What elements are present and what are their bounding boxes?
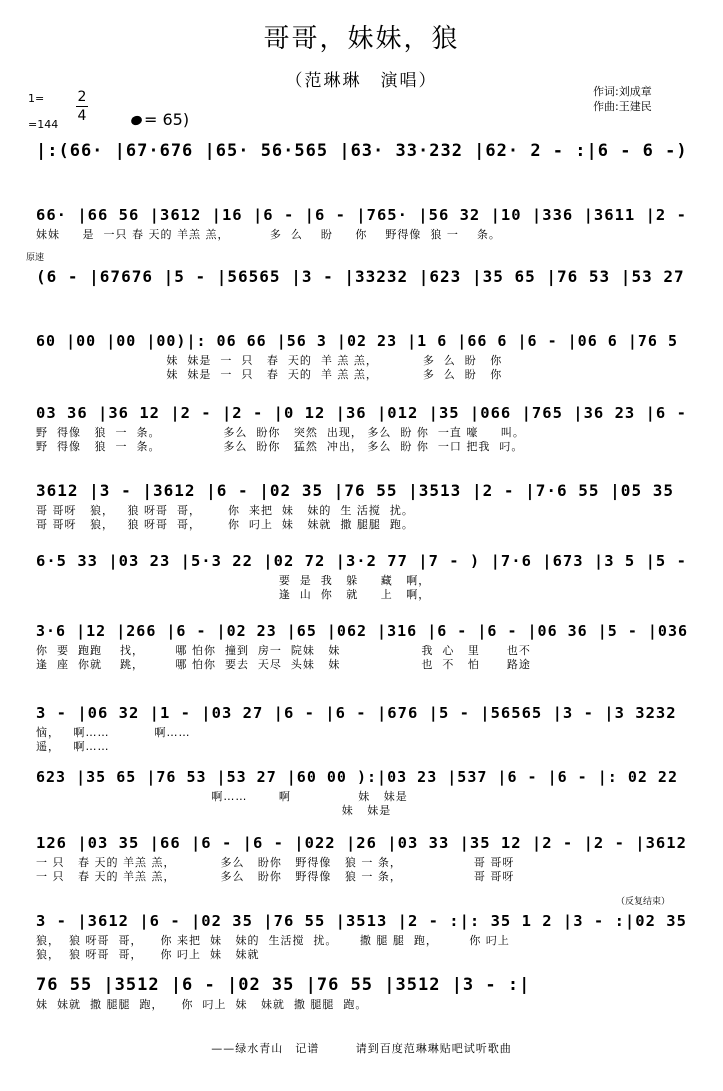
row-annotation: 原速 xyxy=(26,253,45,263)
lyric-verse-2: 野 得像 狼 一 条。 多么 盼你 猛然 冲出， 多么 盼 你 一口 把我 叼。 xyxy=(36,440,524,453)
credits xyxy=(593,84,652,114)
notation-line: (6 - |67676 |5 - |56565 |3 - |33232 |623 |35 65 |76 53 |53 27 xyxy=(36,267,685,286)
notation-line: 3·6 |12 |266 |6 - |02 23 |65 |062 |316 |6 - |6 - |06 36 |5 - |036 xyxy=(36,622,688,640)
notation-line: 3 - |06 32 |1 - |03 27 |6 - |6 - |676 |5 - |56565 |3 - |3 3232 xyxy=(36,704,677,722)
footer-recorder: ——绿水青山 记谱 xyxy=(211,1042,320,1055)
notation-line: 126 |03 35 |66 |6 - |6 - |022 |26 |03 33 |35 12 |2 - |2 - |3612 xyxy=(36,834,687,852)
score-row xyxy=(36,618,688,672)
notation-line: 3 - |3612 |6 - |02 35 |76 55 |3513 |2 - :|: 35 1 2 |3 - :|02 35 xyxy=(36,912,687,930)
lyric-verse-1: 啊…… 啊 妹 妹是 xyxy=(36,790,408,803)
composer-credit: 作曲:王建民 xyxy=(593,100,652,113)
lyric-verse-2: 妹 妹是 xyxy=(36,804,392,817)
lyric-verse-1: 你 要 跑跑 找， 哪 怕你 撞到 房一 院妹 妹 我 心 里 也不 xyxy=(36,644,531,657)
lyric-verse-2: 逢 山 你 就 上 啊， xyxy=(36,588,431,601)
key-label: 1= xyxy=(28,92,45,105)
notation-line: 66· |66 56 |3612 |16 |6 - |6 - |765· |56 32 |10 |336 |3611 |2 - xyxy=(36,206,687,224)
score-row xyxy=(36,830,688,884)
quarter-note-icon xyxy=(130,114,143,126)
score-row xyxy=(36,548,688,602)
lyric-verse-1: 一 只 春 天的 羊羔 羔， 多么 盼你 野得像 狼 一 条， 哥 哥呀 xyxy=(36,856,515,869)
notation-line: 6·5 33 |03 23 |5·3 22 |02 72 |3·2 77 |7 - ) |7·6 |673 |3 5 |5 - xyxy=(36,552,687,570)
lyric-verse-2: 逢 座 你就 跳， 哪 怕你 要去 天尽 头妹 妹 也 不 怕 路途 xyxy=(36,658,531,671)
notation-line: 60 |00 |00 |00)|: 06 66 |56 3 |02 23 |1 6 |66 6 |6 - |06 6 |76 5 xyxy=(36,332,678,350)
notation-line: 76 55 |3512 |6 - |02 35 |76 55 |3512 |3 - :| xyxy=(36,975,531,995)
score-row xyxy=(36,478,688,532)
lyric-verse-1: 野 得像 狼 一 条。 多么 盼你 突然 出现， 多么 盼 你 一直 嚎 叫。 xyxy=(36,426,525,439)
subtitle: （范琳琳 演唱） xyxy=(285,71,438,91)
lyric-verse-2: 遥， 啊…… xyxy=(36,740,110,753)
time-sig-bottom: 4 xyxy=(77,108,87,124)
lyric-verse-1: 狼， 狼 呀哥 哥， 你 来把 妹 妹的 生活搅 扰。 撒 腿 腿 跑， 你 叼上 xyxy=(36,934,510,947)
lyric-verse-1: 妹 妹就 撒 腿腿 跑， 你 叼上 妹 妹就 撒 腿腿 跑。 xyxy=(36,998,368,1011)
score-row xyxy=(36,897,688,962)
notation-line: 3612 |3 - |3612 |6 - |02 35 |76 55 |3513 |2 - |7·6 55 |05 35 xyxy=(36,481,674,500)
row-annotation: （反复结束） xyxy=(616,897,671,907)
score-row xyxy=(26,253,688,290)
lyric-verse-1: 哥 哥呀 狼， 狼 呀哥 哥， 你 来把 妹 妹的 生 活搅 扰。 xyxy=(36,504,414,517)
notation-line: |:(66· |67·676 |65· 56·565 |63· 33·232 |62· 2 - :|6 - 6 -) xyxy=(36,141,688,161)
score-row xyxy=(36,138,688,164)
lyricist-credit: 作词:刘成章 xyxy=(593,85,652,98)
lyric-verse-2: 哥 哥呀 狼， 狼 呀哥 哥， 你 叼上 妹 妹就 撒 腿腿 跑。 xyxy=(36,518,414,531)
score-row xyxy=(36,700,688,754)
time-signature xyxy=(76,88,88,125)
notation-line: 03 36 |36 12 |2 - |2 - |0 12 |36 |012 |35 |066 |765 |36 23 |6 - xyxy=(36,404,687,422)
lyric-verse-2: 狼， 狼 呀哥 哥， 你 叼上 妹 妹就 xyxy=(36,948,260,961)
key-signature xyxy=(28,89,87,132)
footer xyxy=(0,1040,723,1056)
score-row xyxy=(36,972,688,1012)
notation-line: 623 |35 65 |76 53 |53 27 |60 00 ):|03 23 |537 |6 - |6 - |: 02 22 xyxy=(36,768,678,786)
score-row xyxy=(36,328,688,382)
lyric-verse-2: 一 只 春 天的 羊羔 羔， 多么 盼你 野得像 狼 一 条， 哥 哥呀 xyxy=(36,870,515,883)
score-row xyxy=(36,202,688,242)
time-sig-top: 2 xyxy=(77,89,87,105)
tempo-mark xyxy=(131,110,189,129)
metronome-small: =144 xyxy=(28,118,59,131)
lyric-verse-1: 恼， 啊…… 啊…… xyxy=(36,726,191,739)
footer-note: 请到百度范琳琳贴吧试听歌曲 xyxy=(355,1042,512,1055)
page-title: 哥哥，妹妹，狼 xyxy=(263,24,460,54)
lyric-verse-1: 妹 妹是 一 只 春 天的 羊 羔 羔， 多 么 盼 你 xyxy=(36,354,503,367)
lyric-verse-1: 妹妹 是 一只 春 天的 羊羔 羔， 多 么 盼 你 野得像 狼 一 条。 xyxy=(36,228,501,241)
tempo-value: = 65) xyxy=(144,110,190,129)
lyric-verse-2: 妹 妹是 一 只 春 天的 羊 羔 羔， 多 么 盼 你 xyxy=(36,368,503,381)
lyric-verse-1: 要 是 我 躲 藏 啊， xyxy=(36,574,431,587)
score-row xyxy=(36,764,688,818)
score-row xyxy=(36,400,688,454)
